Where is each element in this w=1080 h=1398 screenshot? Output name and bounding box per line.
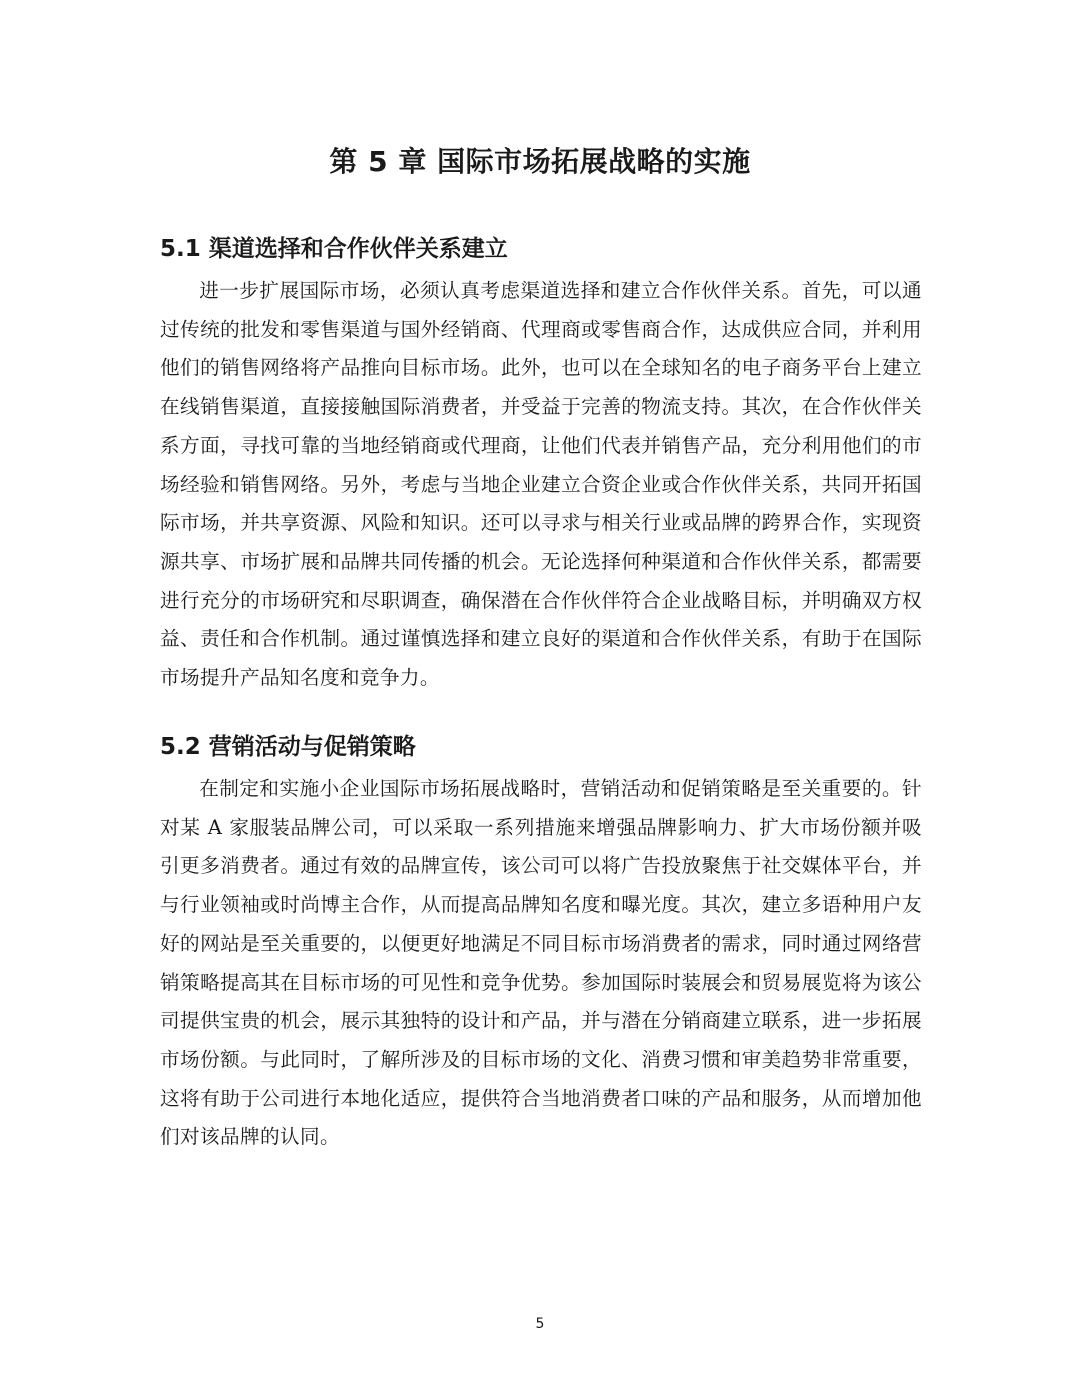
section-heading: 5.1 渠道选择和合作伙伴关系建立 xyxy=(160,236,508,262)
chapter-title: 第 5 章 国际市场拓展战略的实施 xyxy=(329,145,751,178)
section-paragraph: 进一步扩展国际市场，必须认真考虑渠道选择和建立合作伙伴关系。首先，可以通过传统的批发和零售渠道与国外经销商、代理商或零售商合作，达成供应合同，并利用他们的销售网络将产品推向目标市场。此外，也可以在全球知名的电子商务平台上建立在线销售渠道，直接接触国际消费者，并受益于完善的物流支持。其次，在合作伙伴关系方面，寻找可靠的当地经销商或代理商，让他们代表并销售产品，充分利用他们的市场经验和销售网络。另外，考虑与当地企业建立合资企业或合作伙伴关系，共同开拓国际市场，并共享资源、风险和知识。还可以寻求与相关行业或品牌的跨界合作，实现资源共享、市场扩展和品牌共同传播的机会。无论选择何种渠道和合作伙伴关系，都需要进行充分的市场研究和尽职调查，确保潜在合作伙伴符合企业战略目标，并明确双方权益、责任和合作机制。通过谨慎选择和建立良好的渠道和合作伙伴关系，有助于在国际市场提升产品知名度和竞争力。 xyxy=(160,279,922,690)
section-5-1 xyxy=(160,230,922,698)
page-number: 5 xyxy=(535,1316,545,1332)
section-paragraph: 在制定和实施小企业国际市场拓展战略时，营销活动和促销策略是至关重要的。针对某 A 家服装品牌公司，可以采取一系列措施来增强品牌影响力、扩大市场份额并吸引更多消费者。通过有效的品牌宣传，该公司可以将广告投放聚焦于社交媒体平台，并与行业领袖或时尚博主合作，从而提高品牌知名度和曝光度。其次，建立多语种用户友好的网站是至关重要的，以便更好地满足不同目标市场消费者的需求，同时通过网络营销策略提高其在目标市场的可见性和竞争优势。参加国际时装展会和贸易展览将为该公司提供宝贵的机会，展示其独特的设计和产品，并与潜在分销商建立联系，进一步拓展市场份额。与此同时，了解所涉及的目标市场的文化、消费习惯和审美趋势非常重要，这将有助于公司进行本地化适应，提供符合当地消费者口味的产品和服务，从而增加他们对该品牌的认同。 xyxy=(160,777,922,1149)
section-5-2 xyxy=(160,728,922,1157)
section-heading: 5.2 营销活动与促销策略 xyxy=(160,734,416,760)
